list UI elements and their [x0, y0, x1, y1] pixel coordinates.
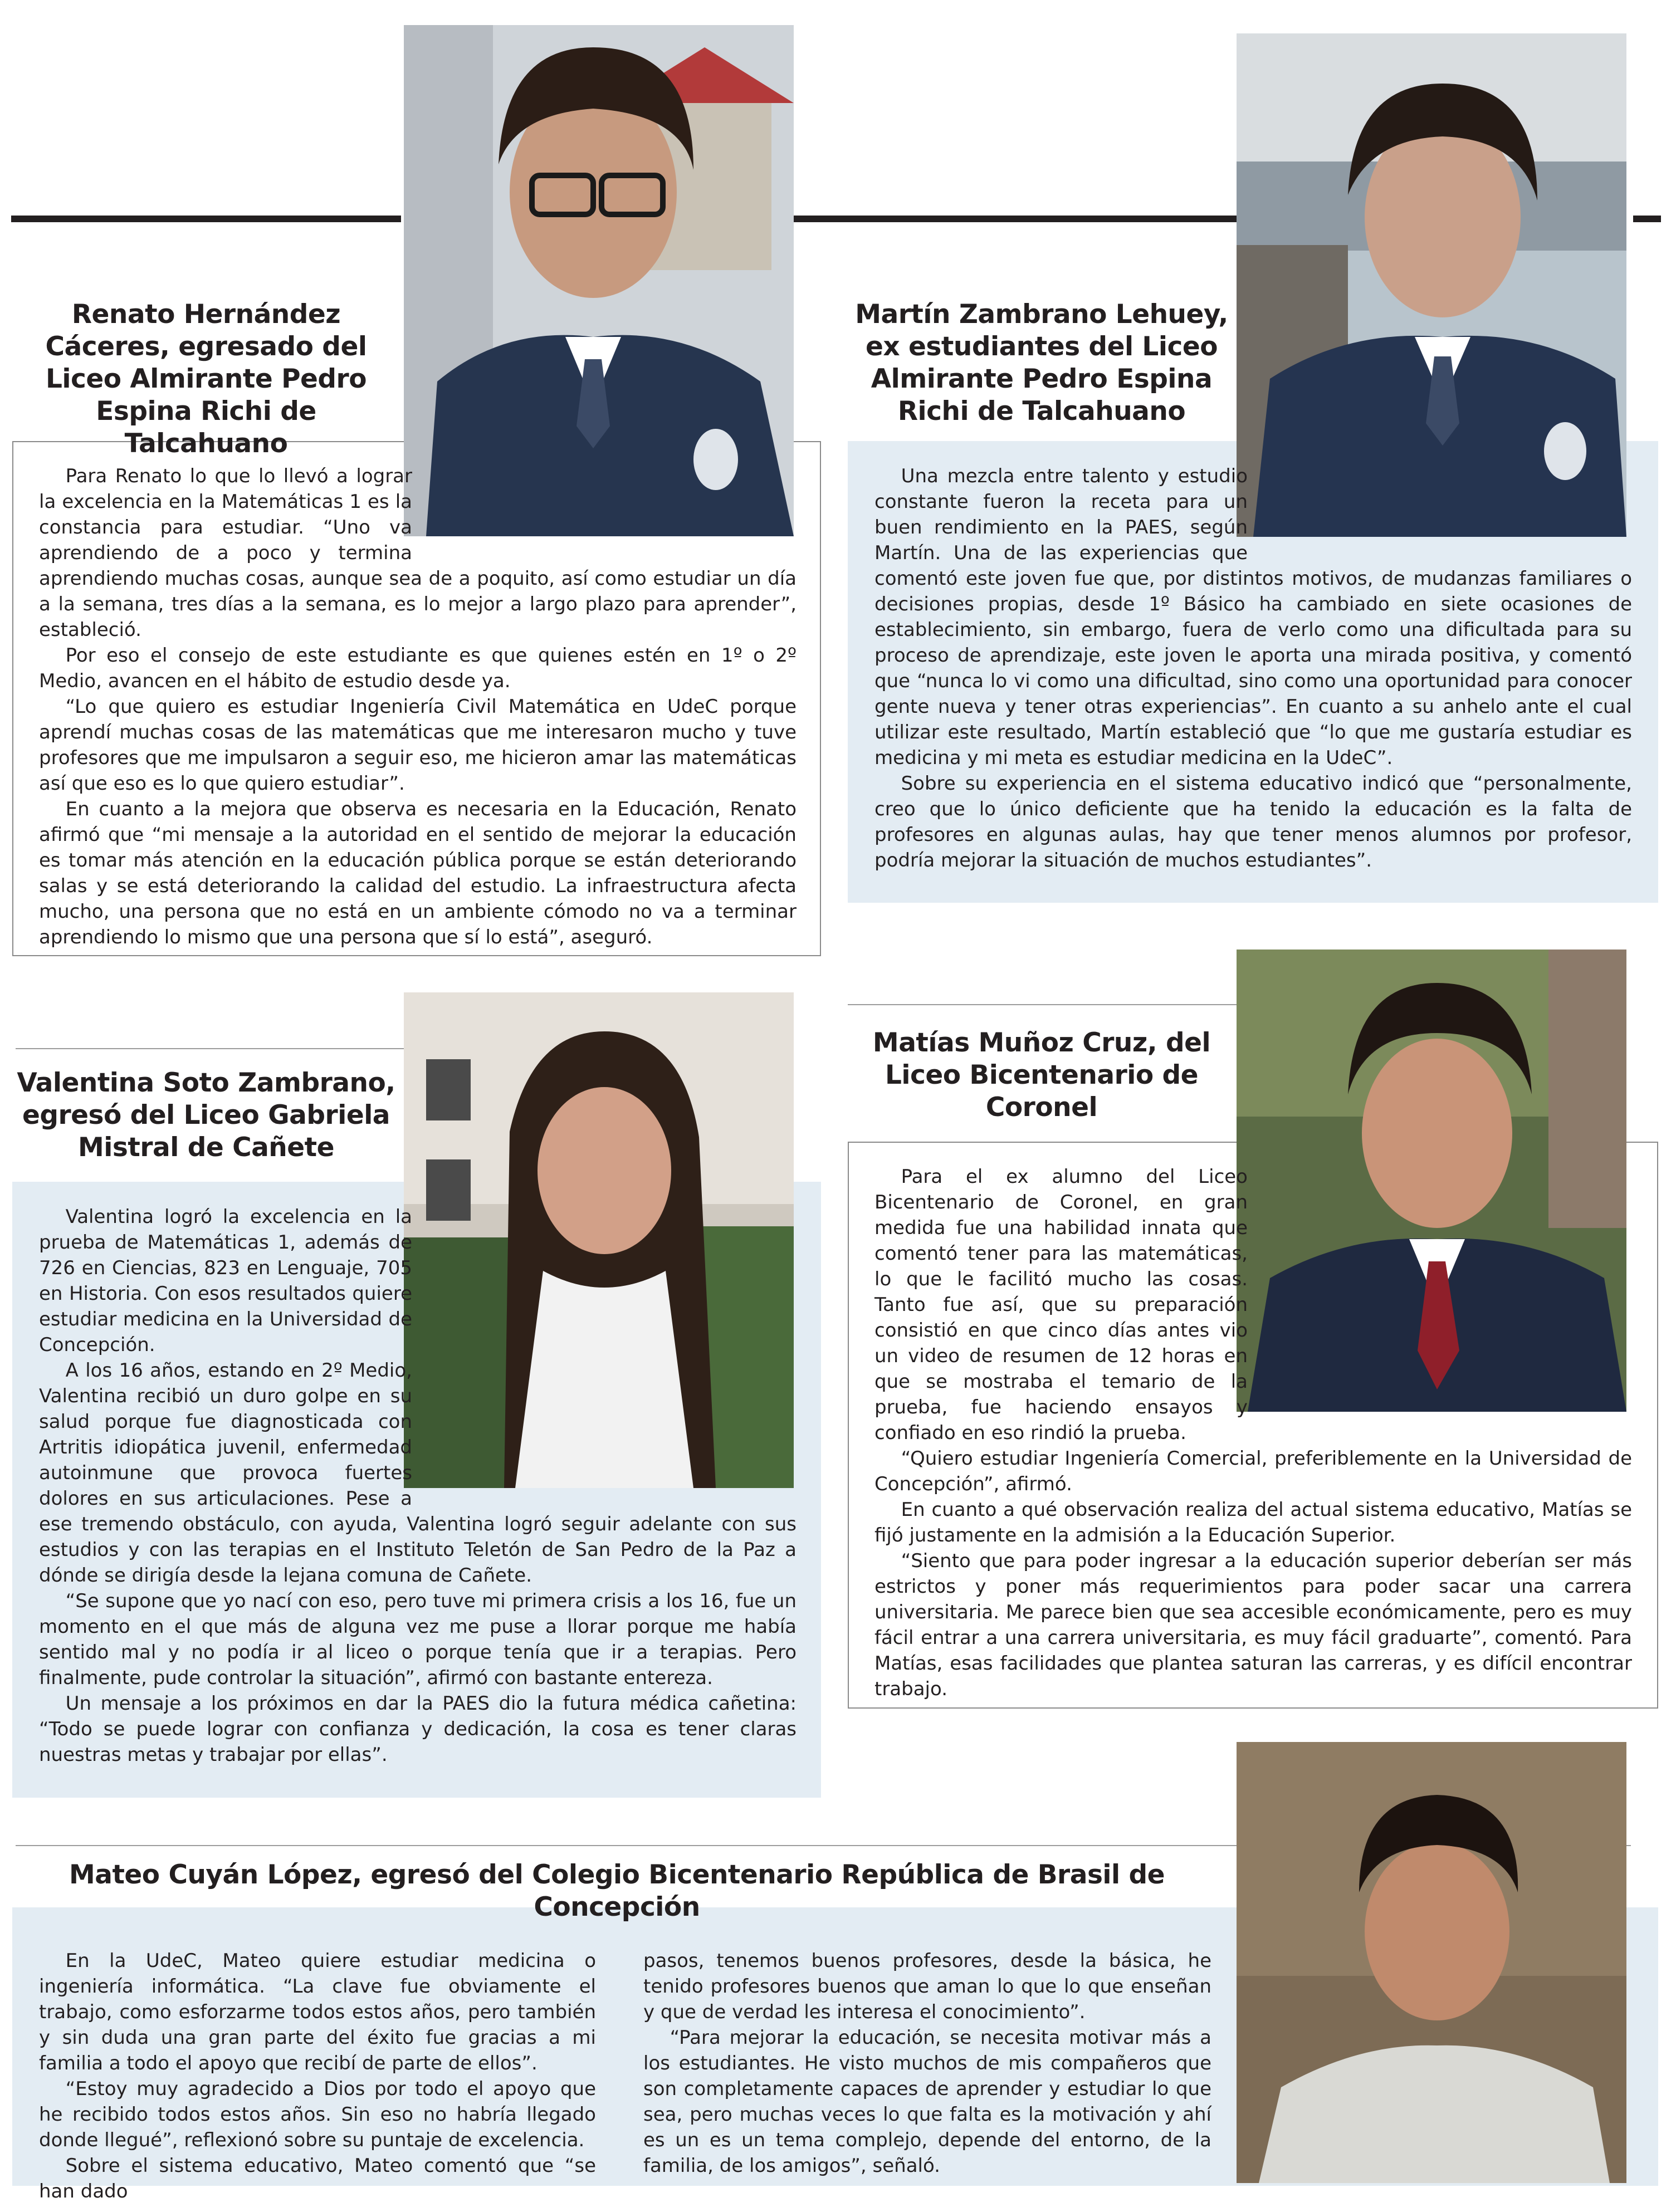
article-paragraph: En la UdeC, Mateo quiere estudiar medicina o ingeniería informática. “La clave fue obviamente el trabajo, como esforzarme todos estos años, pero también y sin duda una gran parte del éxito fue gracias a mi familia a todo el apoyo que recibí de parte de ellos”.	[39, 1950, 596, 2074]
article-paragraph: Sobre el sistema educativo, Mateo comentó que “se han dado	[39, 2155, 596, 2203]
article-paragraph: Una mezcla entre talento y estudio constante fueron la receta para un buen rendimiento en la PAES, según Martín. Una de las experiencias que comentó este joven fue que, por distintos motivos, de mudanzas familiares o decisiones propias, desde 1º Básico ha cambiado en siete ocasiones de establecimiento, sin embargo, fuera de verlo como una dificultada para su proceso de aprendizaje, este joven le aporta una mirada positiva, y comentó que “nunca lo vi como una dificultad, sino como una oportunidad para conocer gente nueva y tener otras experiencias”. En cuanto a su anhelo ante el cual utilizar este resultado, Martín estableció que “lo que me gustaría estudiar es medicina y mi meta es estudiar medicina en la UdeC”.	[874, 465, 1632, 769]
article-matias-name: Matías Muñoz Cruz, del Liceo Bicentenario de Coronel	[872, 1027, 1211, 1123]
article-paragraph: Un mensaje a los próximos en dar la PAES dio la futura médica cañetina: “Todo se puede lograr con confianza y dedicación, la cosa es tener claras nuestras metas y trabajar por ellas”.	[39, 1692, 797, 1766]
article-mateo-photo	[1237, 1742, 1626, 2183]
article-paragraph: “Siento que para poder ingresar a la educación superior deberían ser más estrictos y poner más requerimientos para poder sacar una carrera universitaria. Me parece bien que sea accesible económicamente, pero es muy fácil entrar a una carrera universitaria, es muy fácil graduarte”, comentó. Para Matías, esas facilidades que plantea saturan las carreras, y es difícil encontrar trabajo.	[874, 1550, 1632, 1700]
article-mateo-name: Mateo Cuyán López, egresó del Colegio Bicentenario República de Brasil de Concepción	[69, 1859, 1165, 1922]
article-paragraph: “Se supone que yo nací con eso, pero tuve mi primera crisis a los 16, fue un momento en el que más de alguna vez me puse a llorar porque me había sentido mal y no podía ir al liceo o porque tenía que ir a terapias. Pero finalmente, pude controlar la situación”, afirmó con bastante entereza.	[39, 1590, 797, 1689]
article-mateo-body-col2	[643, 1948, 1211, 2179]
article-paragraph: “Para mejorar la educación, se necesita motivar más a los estudiantes. He visto muchos de mis compañeros que son completamente capaces de aprender y estudiar lo que sea, pero muchas veces lo que falta es la motivación y ahí es un es un tema complejo, depende del entorno, de la familia, de los amigos”, señaló.	[643, 2027, 1211, 2177]
article-paragraph: “Lo que quiero es estudiar Ingeniería Civil Matemática en UdeC porque aprendí muchas cosas de las matemáticas que me interesaron mucho y tuve profesores que me impulsaron a seguir eso, me hicieron amar las matemáticas así que eso es lo que quiero estudiar”.	[39, 696, 797, 795]
article-paragraph: “Quiero estudiar Ingeniería Comercial, preferiblemente en la Universidad de Concepción”, afirmó.	[874, 1447, 1632, 1495]
article-paragraph: En cuanto a la mejora que observa es necesaria en la Educación, Renato afirmó que “mi mensaje a la autoridad en el sentido de mejorar la educación es tomar más atención en la educación pública porque se están deteriorando salas y se está deteriorando la calidad del estudio. La infraestructura afecta mucho, una persona que no está en un ambiente cómodo no va a terminar aprendiendo lo mismo que una persona que sí lo está”, aseguró.	[39, 798, 797, 948]
article-renato-name: Renato Hernández Cáceres, egresado del Liceo Almirante Pedro Espina Richi de Talcahuano	[45, 299, 367, 459]
article-martin-name: Martín Zambrano Lehuey, ex estudiantes del Liceo Almirante Pedro Espina Richi de Talcahuano	[855, 299, 1228, 427]
top-rule-middle	[794, 216, 1239, 222]
article-paragraph: Sobre su experiencia en el sistema educativo indicó que “personalmente, creo que lo único deficiente que ha tenido la educación es la falta de profesores en algunas aulas, hay que tener menos alumnos por profesor, podría mejorar la situación de muchos estudiantes”.	[874, 772, 1632, 872]
separator-left-mid	[16, 1048, 405, 1049]
article-renato-photo	[404, 25, 794, 536]
separator-right-mid	[848, 1004, 1238, 1005]
article-paragraph: En cuanto a qué observación realiza del actual sistema educativo, Matías se fijó justamente en la admisión a la Educación Superior.	[874, 1499, 1632, 1547]
article-paragraph: A los 16 años, estando en 2º Medio, Valentina recibió un duro golpe en su salud porque fue diagnosticada con Artritis idiopática juvenil, enfermedad autoinmune que provoca fuertes dolores en sus articulaciones. Pese a ese tremendo obstáculo, con ayuda, Valentina logró seguir adelante con sus estudios y con las terapias en el Instituto Teletón de San Pedro de la Paz a dónde se dirigía desde la lejana comuna de Cañete.	[39, 1359, 797, 1587]
article-paragraph: Para el ex alumno del Liceo Bicentenario de Coronel, en gran medida fue una habilidad innata que comentó tener para las matemáticas, lo que le facilitó mucho las cosas. Tanto fue así, que su preparación consistió en que cinco días antes vio un video de resumen de 12 horas en que se mostraba el temario de la prueba, fue haciendo ensayos y confiado en eso rindió la prueba.	[874, 1166, 1248, 1444]
article-paragraph: Valentina logró la excelencia en la prueba de Matemáticas 1, además de 726 en Ciencias, 823 en Lenguaje, 705 en Historia. Con esos resultados quiere estudiar medicina en la Universidad de Concepción.	[39, 1206, 412, 1356]
article-martin-photo	[1237, 33, 1626, 537]
article-paragraph: Para Renato lo que lo llevó a lograr la excelencia en la Matemáticas 1 es la constancia para estudiar. “Uno va aprendiendo de a poco y termina aprendiendo muchas cosas, aunque sea de a poquito, así como estudiar un día a la semana, tres días a la semana, es lo mejor a largo plazo para aprender”, estableció.	[39, 465, 797, 641]
article-valentina-body	[39, 1204, 797, 1768]
article-paragraph: pasos, tenemos buenos profesores, desde la básica, he tenido profesores buenos que aman lo que lo que enseñan y que de verdad les interesa el conocimiento”.	[643, 1950, 1211, 2023]
article-martin-body	[874, 463, 1632, 873]
article-valentina-name: Valentina Soto Zambrano, egresó del Liceo Gabriela Mistral de Cañete	[17, 1068, 395, 1163]
article-matias-body	[874, 1164, 1632, 1702]
article-mateo-body-col1	[39, 1948, 596, 2204]
top-rule-left	[11, 216, 401, 222]
article-paragraph: Por eso el consejo de este estudiante es que quienes estén en 1º o 2º Medio, avancen en el hábito de estudio desde ya.	[39, 644, 797, 692]
article-renato-body	[39, 463, 797, 950]
top-rule-right	[1633, 216, 1661, 222]
article-paragraph: “Estoy muy agradecido a Dios por todo el apoyo que he recibido todos estos años. Sin eso no habría llegado donde llegué”, reflexionó sobre su puntaje de excelencia.	[39, 2078, 596, 2151]
